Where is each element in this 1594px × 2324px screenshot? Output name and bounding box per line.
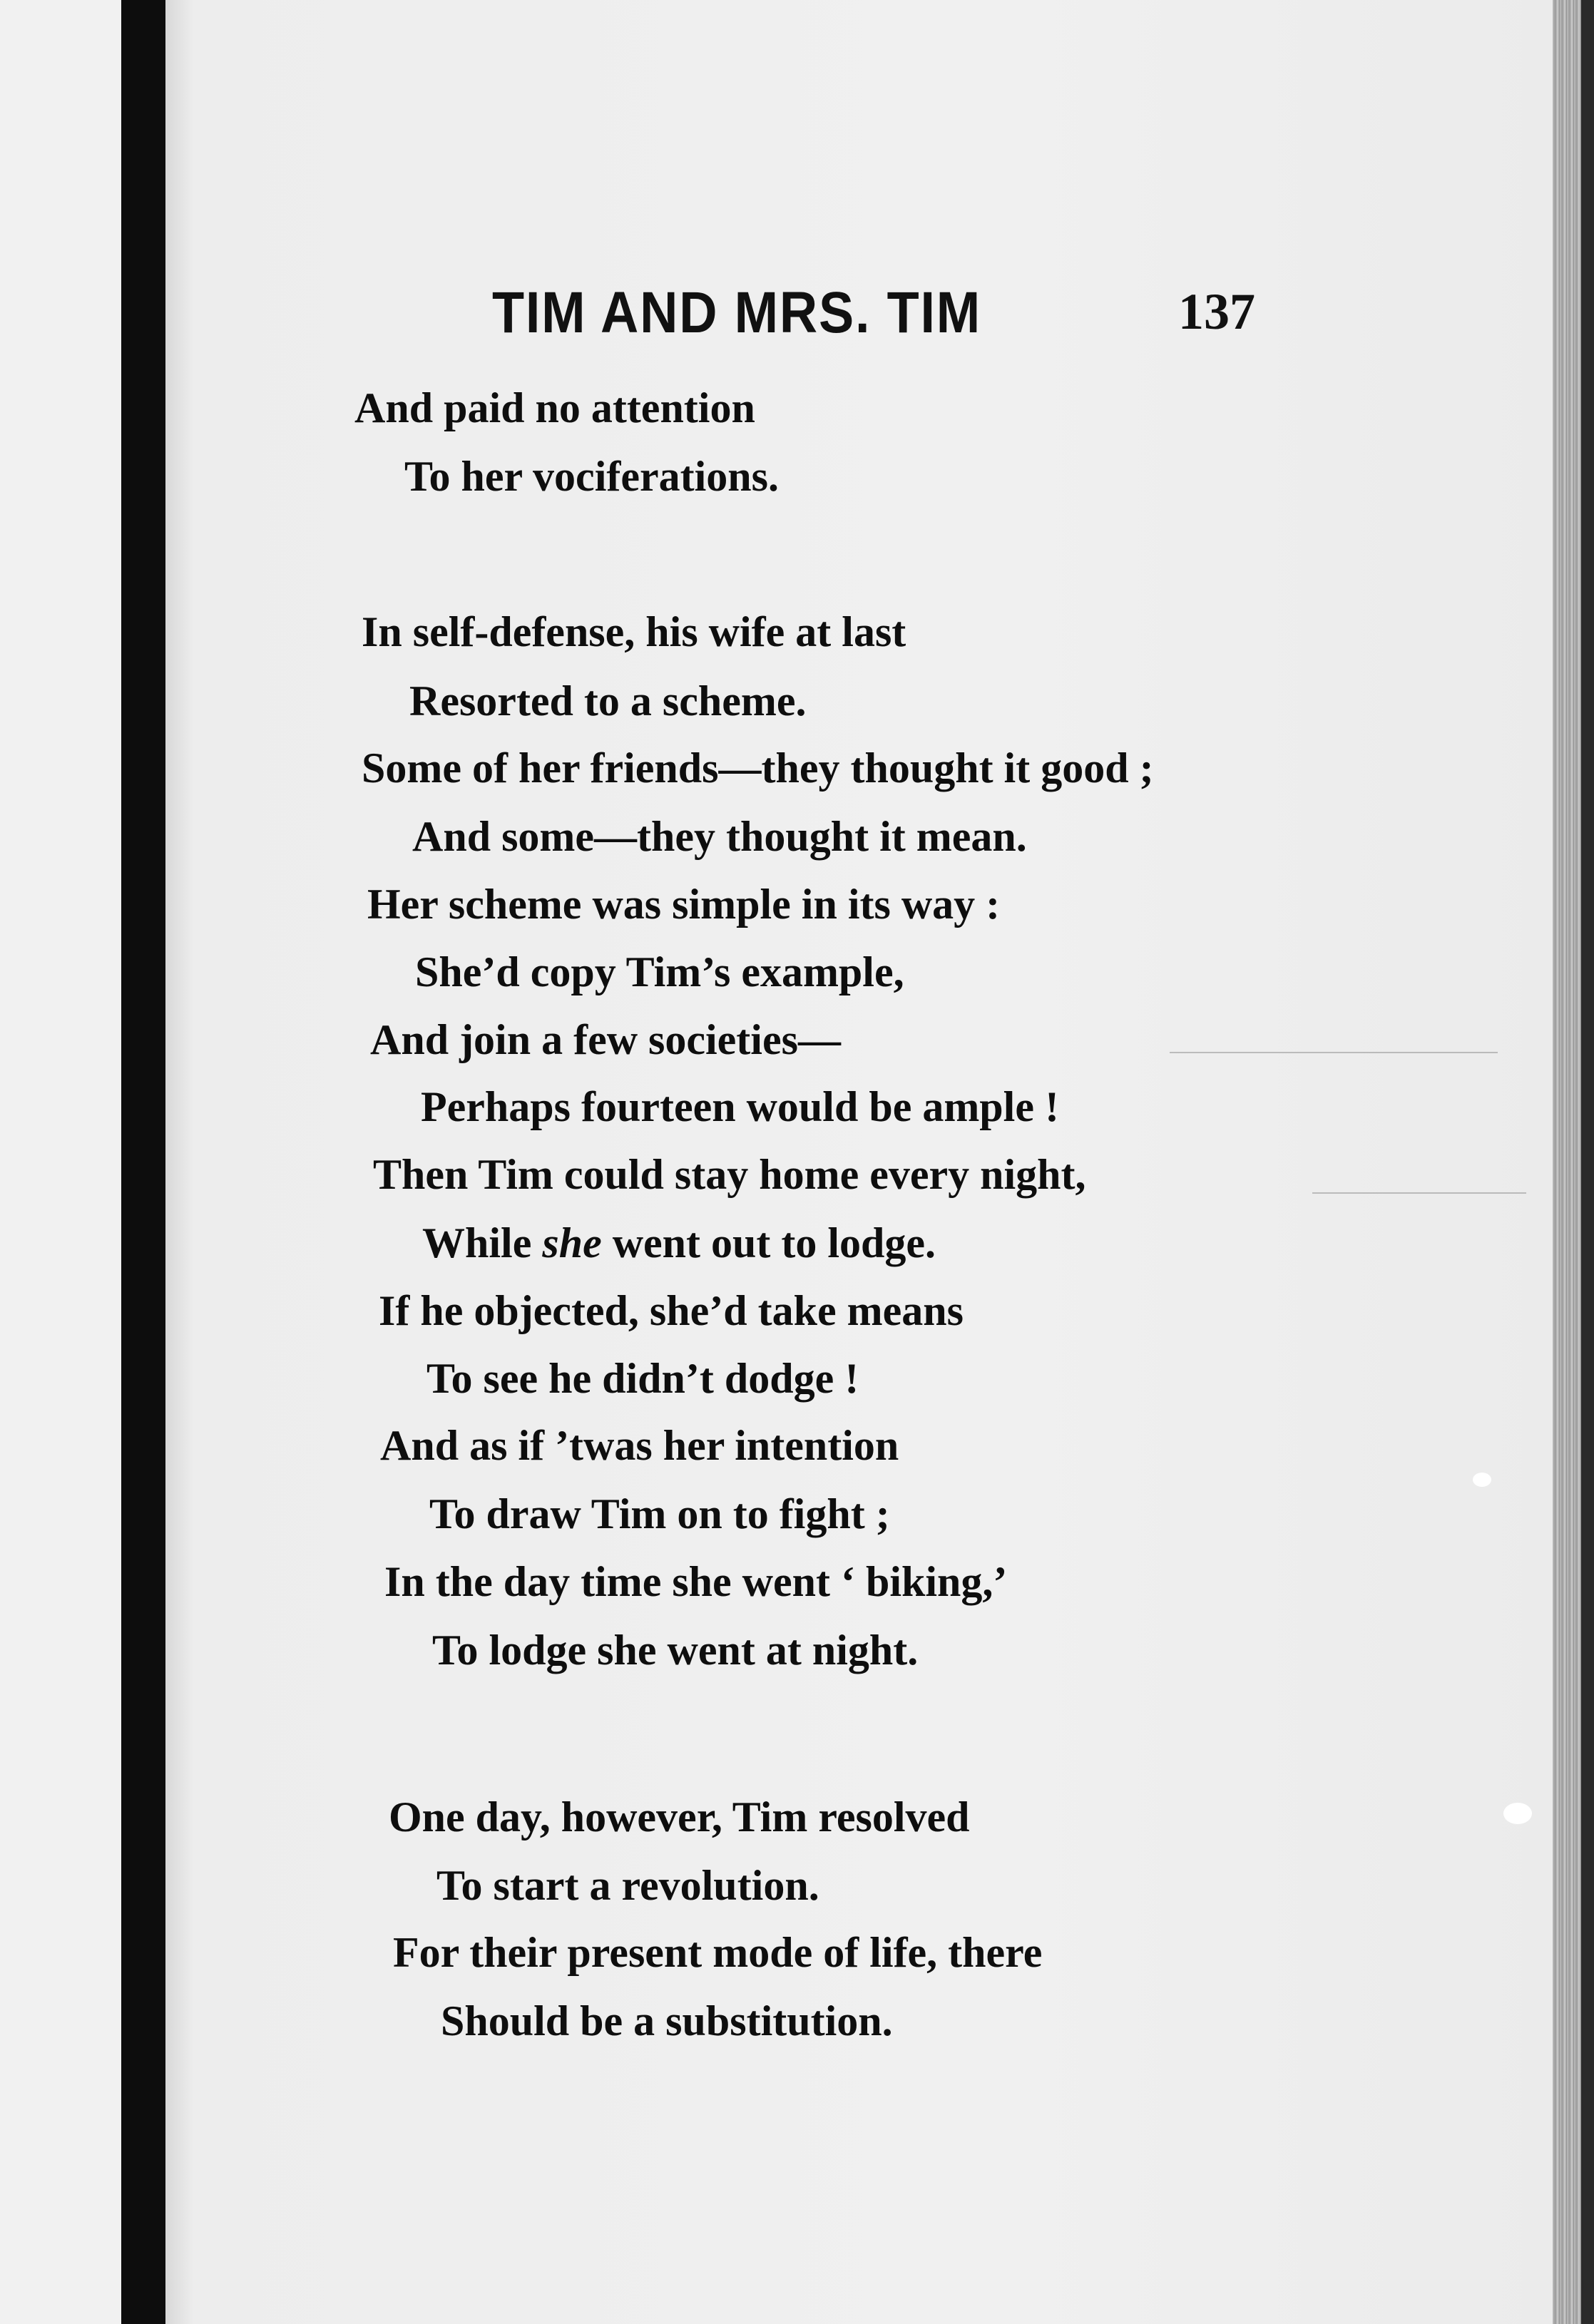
poem-line: Perhaps fourteen would be ample ! bbox=[421, 1083, 1059, 1130]
paper-speck bbox=[1473, 1473, 1491, 1487]
page-number: 137 bbox=[1178, 283, 1255, 340]
poem-line: Should be a substitution. bbox=[441, 1997, 893, 2044]
poem-line: To start a revolution. bbox=[436, 1862, 819, 1909]
poem-line: And some—they thought it mean. bbox=[412, 813, 1027, 860]
poem-line: In the day time she went ‘ biking,’ bbox=[384, 1558, 1008, 1605]
poem-line: If he objected, she’d take means bbox=[379, 1287, 964, 1334]
poem-line: Her scheme was simple in its way : bbox=[367, 881, 1001, 928]
paper-crease bbox=[1170, 1052, 1498, 1053]
poem-line: To draw Tim on to fight ; bbox=[429, 1490, 890, 1537]
poem-line: For their present mode of life, there bbox=[393, 1929, 1043, 1976]
poem-line: To see he didn’t dodge ! bbox=[426, 1355, 859, 1402]
poem-line: And as if ’twas her intention bbox=[380, 1422, 899, 1469]
poem-line: Resorted to a scheme. bbox=[409, 677, 807, 725]
poem-line: Then Tim could stay home every night, bbox=[373, 1151, 1086, 1198]
paper-speck bbox=[1503, 1803, 1532, 1824]
running-title: TIM AND MRS. TIM bbox=[492, 280, 982, 345]
poem-line: While she went out to lodge. bbox=[422, 1219, 936, 1266]
poem-line: One day, however, Tim resolved bbox=[389, 1793, 970, 1841]
poem-line: To her vociferations. bbox=[404, 453, 779, 500]
paper-crease bbox=[1312, 1192, 1526, 1194]
poem-line: To lodge she went at night. bbox=[432, 1627, 919, 1674]
poem-line: And paid no attention bbox=[354, 384, 755, 431]
poem-line: Some of her friends—they thought it good ; bbox=[362, 744, 1154, 792]
poem-line: And join a few societies— bbox=[370, 1016, 841, 1063]
poem-line: She’d copy Tim’s example, bbox=[415, 948, 904, 995]
poem-line: In self-defense, his wife at last bbox=[362, 608, 906, 655]
